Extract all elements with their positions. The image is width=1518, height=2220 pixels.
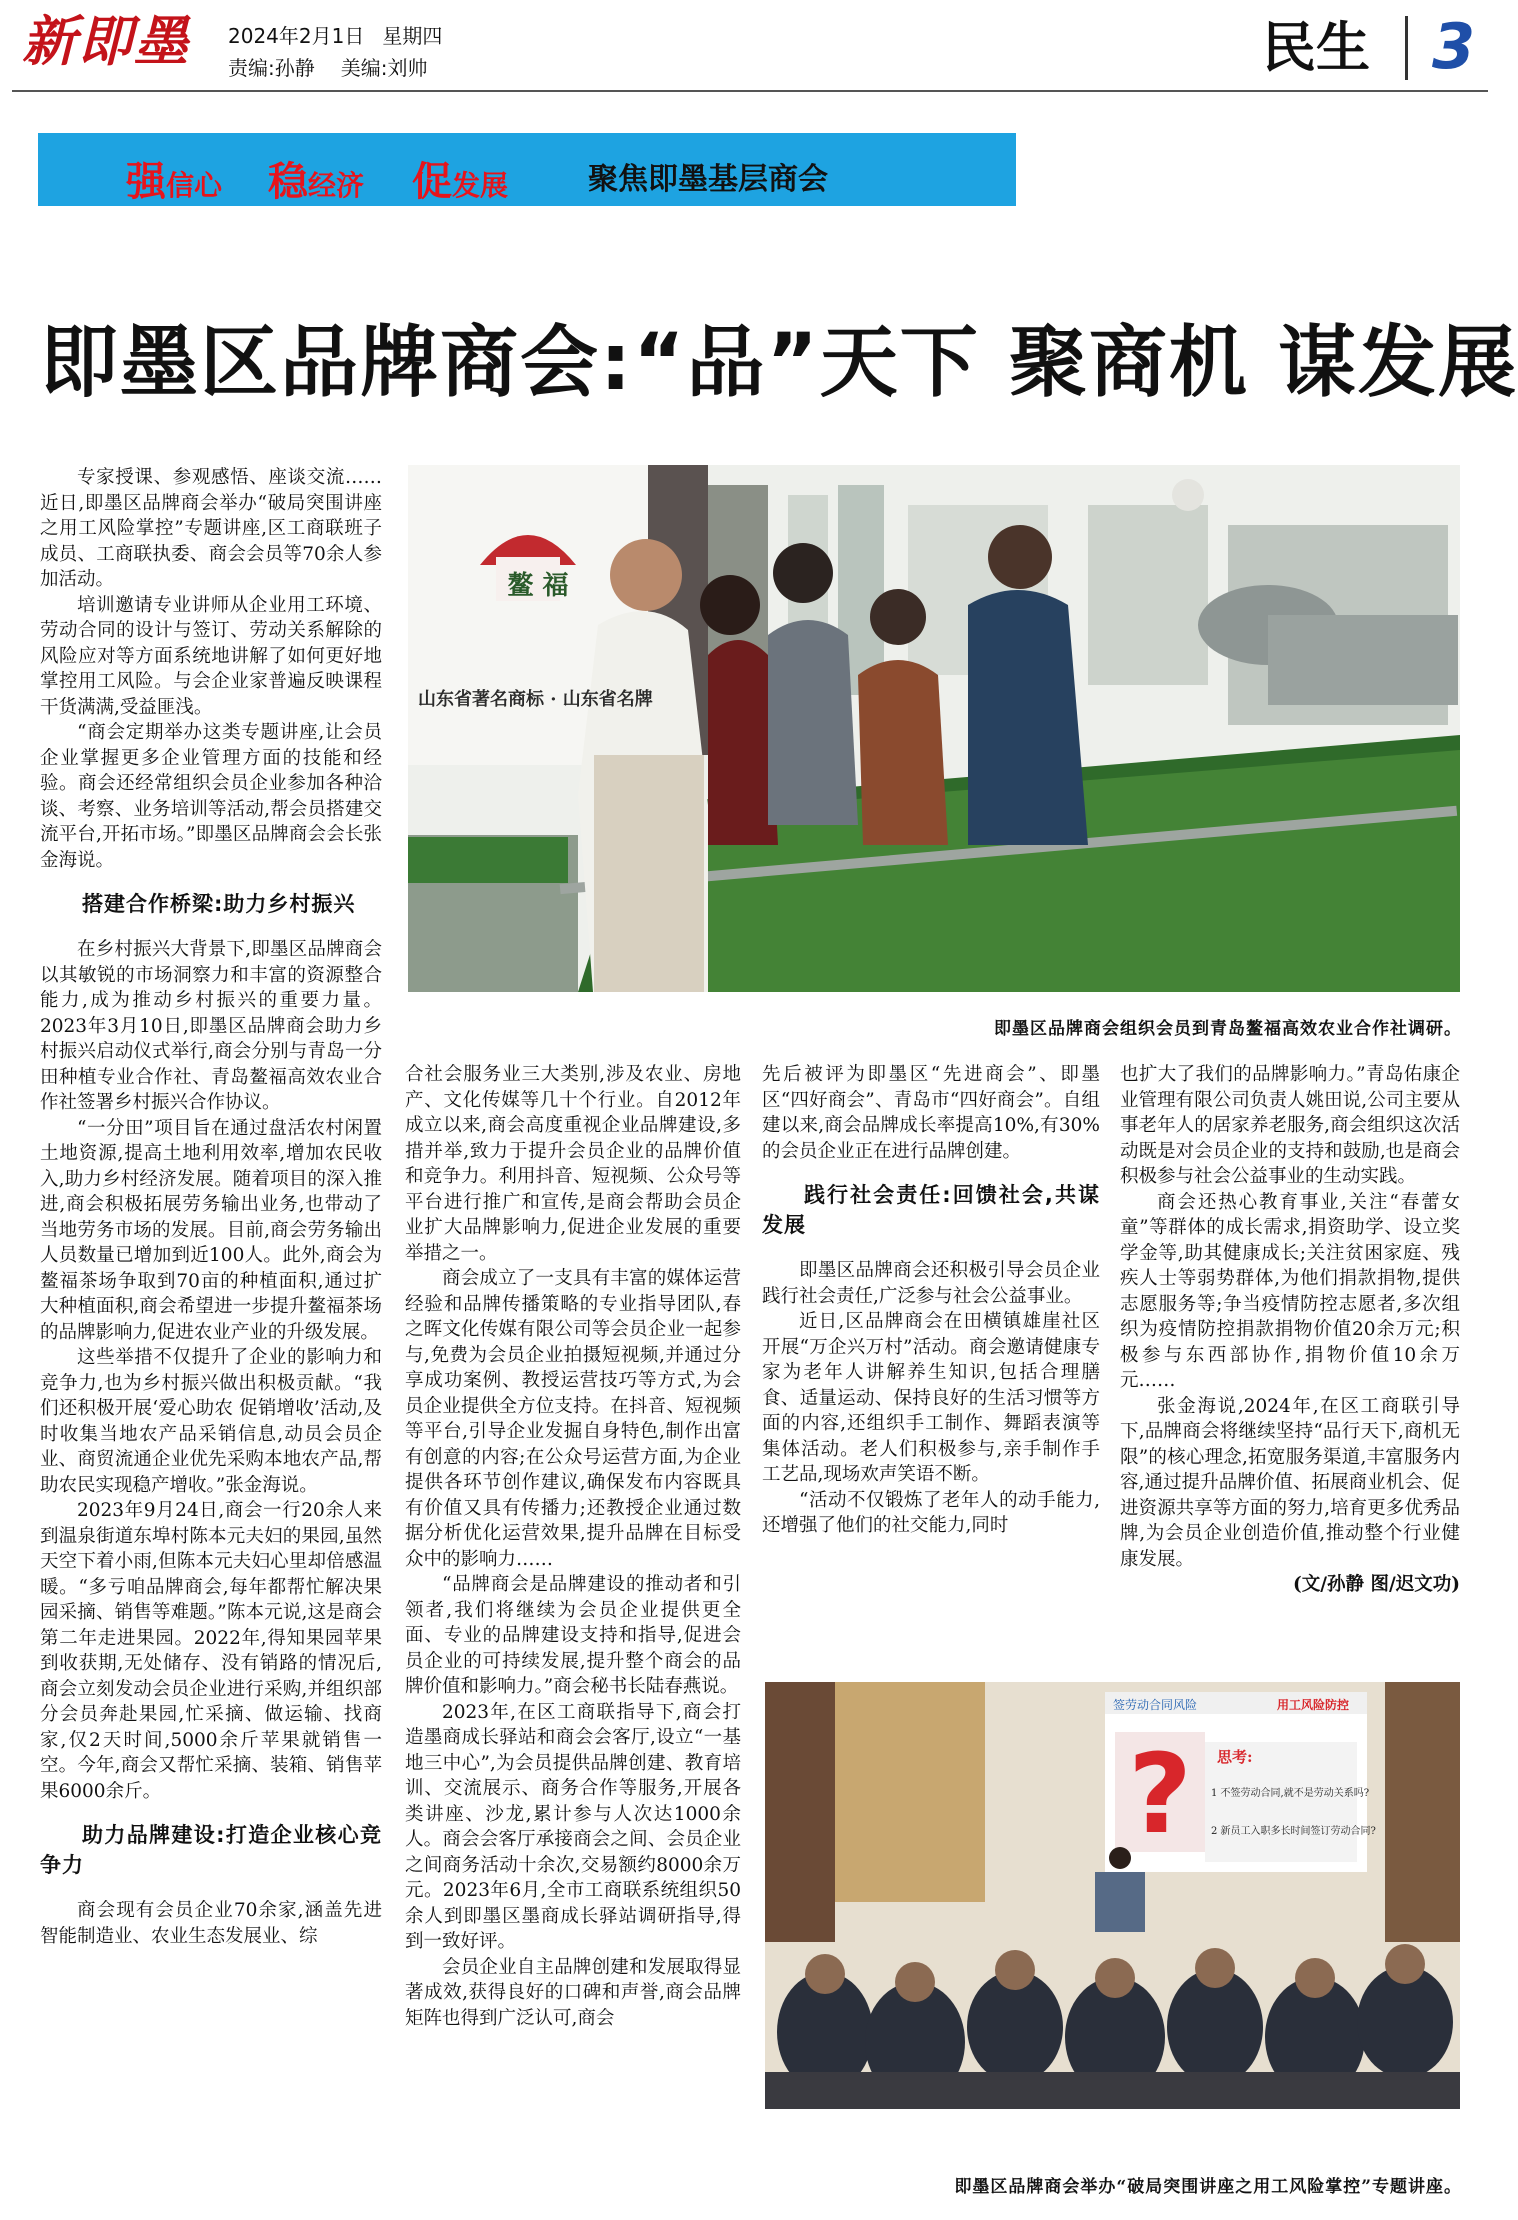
col2-paragraph-5: 会员企业自主品牌创建和发展取得显著成效,获得良好的口碑和声誉,商会品牌矩阵也得到广泛认可,商会 (405, 1956, 741, 2029)
banner-topic: 聚焦即墨基层商会 (588, 162, 828, 197)
subhead-rural-revitalization-text: 搭建合作桥梁:助力乡村振兴 (82, 892, 356, 916)
banner-slogan-2-big: 稳 (268, 158, 308, 205)
masthead-rule (12, 90, 1488, 92)
banner-slogan-3-big: 促 (412, 158, 452, 205)
col3-paragraph-4: “活动不仅锻炼了老年人的动手能力,还增强了他们的社交能力,同时 (762, 1489, 1100, 1536)
subhead-brand-building (40, 1820, 382, 1880)
photo-lecture (765, 1682, 1460, 2109)
section-divider (1405, 16, 1408, 80)
slide-question-2: 2 新员工入职多长时间签订劳动合同? (1211, 1826, 1376, 1837)
issue-date-line (228, 20, 460, 49)
article-column-1 (40, 465, 382, 2005)
svg-text:?: ? (1128, 1730, 1192, 1858)
col3-paragraph-2: 即墨区品牌商会还积极引导会员企业践行社会责任,广泛参与社会公益事业。 (762, 1260, 1100, 1307)
editor-credit: 责编:孙静 (228, 56, 315, 80)
banner-slogan-1 (126, 150, 222, 207)
col2-paragraph-3: “品牌商会是品牌建设的推动者和引领者,我们将继续为会员企业提供更全面、专业的品牌建设支持和指导,促进会员企业的可持续发展,提升整个商会的品牌价值和影响力。”商会秘书长陆春燕说。 (405, 1574, 741, 1697)
designer-credit: 美编:刘帅 (340, 56, 428, 80)
subhead-brand-building-text: 助力品牌建设:打造企业核心竞争力 (40, 1823, 382, 1877)
col2-paragraph-2: 商会成立了一支具有丰富的媒体运营经验和品牌传播策略的专业指导团队,春之晖文化传媒有限公司等会员企业一起参与,免费为会员企业拍摄短视频,并通过分享成功案例、教授运营技巧等方式,为会员企业提供全方位支持。在抖音、短视频等平台,引导企业发掘自身特色,制作出富有创意的内容;在公众号运营方面,为企业提供各环节创作建议,确保发布内容既具有价值又具有传播力;还教授企业通过数据分析优化运营效果,提升品牌在目标受众中的影响力…… (405, 1268, 741, 1570)
banner-slogan-2 (268, 150, 364, 207)
subhead-social-responsibility (762, 1180, 1100, 1240)
banner-slogan-3 (412, 150, 508, 207)
col1-paragraph-4: 在乡村振兴大背景下,即墨区品牌商会以其敏锐的市场洞察力和丰富的资源整合能力,成为推动乡村振兴的重要力量。2023年3月10日,即墨区品牌商会助力乡村振兴启动仪式举行,商会分别与青岛一分田种植专业合作社、青岛鳌福高效农业合作社签署乡村振兴合作协议。 (40, 939, 382, 1113)
article-column-4 (1120, 1062, 1460, 1662)
banner-slogan-3-rest: 发展 (452, 169, 509, 202)
photo1-sign-brand: 鳌 福 (507, 571, 569, 601)
col1-paragraph-1: 专家授课、参观感悟、座谈交流……近日,即墨区品牌商会举办“破局突围讲座之用工风险掌控”专题讲座,区工商联班子成员、工商联执委、商会会员等70余人参加活动。 (40, 467, 382, 590)
slide-brand: 用工风险防控 (1277, 1698, 1350, 1712)
col4-paragraph-2: 商会还热心教育事业,关注“春蕾女童”等群体的成长需求,捐资助学、设立奖学金等,助其健康成长;关注贫困家庭、残疾人士等弱势群体,为他们捐款捐物,提供志愿服务等;争当疫情防控志愿者,多次组织为疫情防控捐款捐物价值20余万元;积极参与东西部协作,捐物价值10余万元…… (1120, 1191, 1460, 1391)
banner-slogan-1-big: 强 (126, 158, 166, 205)
editor-credits (228, 52, 454, 81)
col1-paragraph-3: “商会定期举办这类专题讲座,让会员企业掌握更多企业管理方面的技能和经验。商会还经常组织会员企业参加各种洽谈、考察、业务培训等活动,帮会员搭建交流平台,开拓市场。”即墨区品牌商会会长张金海说。 (40, 722, 382, 871)
photo-tea-field-visit (408, 465, 1460, 992)
col4-paragraph-3: 张金海说,2024年,在区工商联引导下,品牌商会将继续坚持“品行天下,商机无限”的核心理念,拓宽服务渠道,丰富服务内容,通过提升品牌价值、拓展商业机会、促进资源共享等方面的努力,培育更多优秀品牌,为会员企业创造价值,推动整个行业健康发展。 (1120, 1395, 1460, 1570)
section-name: 民生 (1262, 16, 1370, 79)
col2-paragraph-4: 2023年,在区工商联指导下,商会打造墨商成长驿站和商会会客厅,设立“一基地三中心”,为会员提供品牌创建、教育培训、交流展示、商务合作等服务,开展各类讲座、沙龙,累计参与人次达1000余人。商会会客厅承接商会之间、会员企业之间商务活动十余次,交易额约8000余万元。2023年6月,全市工商联系统组织50余人到即墨区墨商成长驿站调研指导,得到一致好评。 (405, 1701, 741, 1952)
col2-paragraph-1: 合社会服务业三大类别,涉及农业、房地产、文化传媒等几十个行业。自2012年成立以来,商会高度重视企业品牌建设,多措并举,致力于提升会员企业的品牌价值和竞争力。利用抖音、短视频、公众号等平台进行推广和宣传,是商会帮助会员企业扩大品牌影响力,促进企业发展的重要举措之一。 (405, 1064, 741, 1264)
col1-paragraph-6: 这些举措不仅提升了企业的影响力和竞争力,也为乡村振兴做出积极贡献。“我们还积极开展‘爱心助农 促销增收’活动,及时收集当地农产品采销信息,动员会员企业、商贸流通企业优先采购本地农产品,帮助农民实现稳产增收。”张金海说。 (40, 1347, 382, 1496)
col4-paragraph-1: 也扩大了我们的品牌影响力。”青岛佑康企业管理有限公司负责人姚田说,公司主要从事老年人的居家养老服务,商会组织这次活动既是对会员企业的支持和鼓励,也是商会积极参与社会公益事业的生动实践。 (1120, 1064, 1460, 1187)
subhead-rural-revitalization (40, 889, 382, 919)
col3-paragraph-1: 先后被评为即墨区“先进商会”、即墨区“四好商会”、青岛市“四好商会”。自组建以来,商会品牌成长率提高10%,有30%的会员企业正在进行品牌创建。 (762, 1064, 1100, 1162)
issue-weekday: 星期四 (382, 24, 443, 48)
banner-slogan-2-rest: 经济 (308, 169, 365, 202)
photo-tea-field-visit-art (408, 465, 1460, 992)
issue-date: 2024年2月1日 (228, 24, 365, 48)
article-column-2 (405, 1062, 741, 2160)
photo1-sign-slogan: 山东省著名商标 · 山东省名牌 (418, 689, 653, 710)
article-byline: (文/孙静 图/迟文功) (1293, 1574, 1460, 1595)
photo2-caption: 即墨区品牌商会举办“破局突围讲座之用工风险掌控”专题讲座。 (954, 2177, 1462, 2197)
col1-paragraph-8: 商会现有会员企业70余家,涵盖先进智能制造业、农业生态发展业、综 (40, 1900, 382, 1947)
banner-slogan-1-rest: 信心 (166, 169, 223, 202)
slide-question-1: 1 不签劳动合同,就不是劳动关系吗? (1211, 1788, 1370, 1799)
article-headline: 即墨区品牌商会:“品”天下 聚商机 谋发展 (40, 318, 1518, 408)
slide-title: 签劳动合同风险 (1113, 1698, 1198, 1712)
newspaper-logo: 新即墨 (22, 9, 190, 73)
page-number: 3 (1432, 10, 1476, 83)
subhead-social-responsibility-text: 践行社会责任:回馈社会,共谋发展 (762, 1183, 1100, 1237)
article-column-3 (762, 1062, 1100, 1662)
photo-lecture-art (765, 1682, 1460, 2109)
col1-paragraph-7: 2023年9月24日,商会一行20余人来到温泉街道东埠村陈本元夫妇的果园,虽然天空下着小雨,但陈本元夫妇心里却倍感温暖。“多亏咱品牌商会,每年都帮忙解决果园采摘、销售等难题。”陈本元说,这是商会第二年走进果园。2022年,得知果园苹果到收获期,无处储存、没有销路的情况后,商会立刻发动会员企业进行采购,并组织部分会员奔赴果园,忙采摘、做运输、找商家,仅2天时间,5000余斤苹果就销售一空。今年,商会又帮忙采摘、装箱、销售苹果6000余斤。 (40, 1500, 382, 1802)
photo1-caption: 即墨区品牌商会组织会员到青岛鳌福高效农业合作社调研。 (994, 1019, 1462, 1039)
col3-paragraph-3: 近日,区品牌商会在田横镇雄崖社区开展“万企兴万村”活动。商会邀请健康专家为老年人讲解养生知识,包括合理膳食、适量运动、保持良好的生活习惯等方面的内容,还组织手工制作、舞蹈表演等集体活动。老人们积极参与,亲手制作手工艺品,现场欢声笑语不断。 (762, 1311, 1100, 1485)
slide-heading: 思考: (1217, 1748, 1253, 1766)
col1-paragraph-2: 培训邀请专业讲师从企业用工环境、劳动合同的设计与签订、劳动关系解除的风险应对等方面系统地讲解了如何更好地掌控用工风险。与会企业家普遍反映课程干货满满,受益匪浅。 (40, 594, 382, 718)
col1-paragraph-5: “一分田”项目旨在通过盘活农村闲置土地资源,提高土地利用效率,增加农民收入,助力乡村经济发展。随着项目的深入推进,商会积极拓展劳务输出业务,也带动了当地劳务市场的发展。目前,商会劳务输出人员数量已增加到近100人。此外,商会为鳌福茶场争取到70亩的种植面积,通过扩大种植面积,商会希望进一步提升鳌福茶场的品牌影响力,促进农业产业的升级发展。 (40, 1117, 382, 1343)
